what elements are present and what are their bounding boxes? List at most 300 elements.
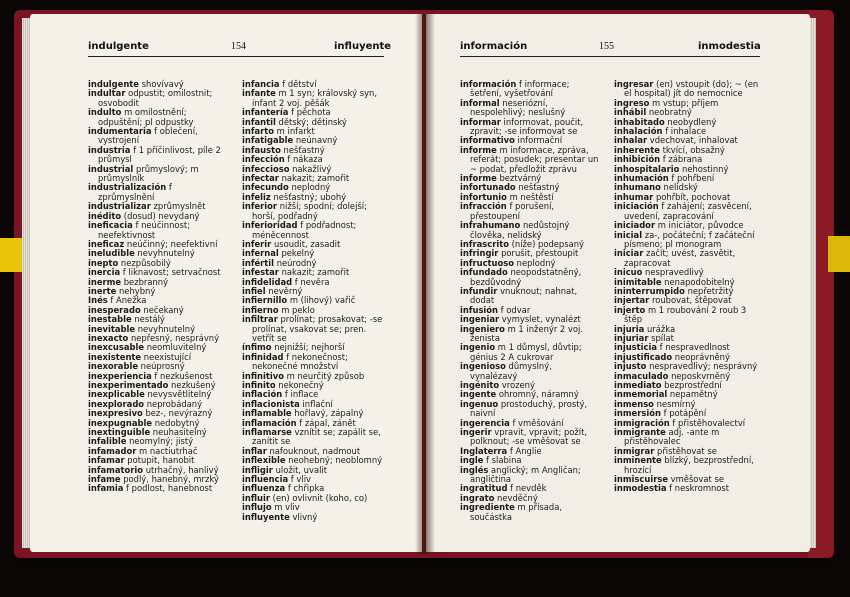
entry-headword: inhabitado bbox=[614, 116, 665, 127]
entry-translation: neplodný bbox=[514, 257, 556, 268]
right-page-number: 155 bbox=[599, 41, 614, 52]
left-guide-word-last: influyente bbox=[334, 41, 392, 52]
entry-translation: f podřadnost; méněcennost bbox=[252, 220, 357, 240]
entry-translation: inflační bbox=[299, 398, 333, 409]
entry-translation: (en) vstoupit (do); ~ (en el hospital) jít do nemocnice bbox=[624, 79, 759, 99]
entry-headword: ingratitud bbox=[460, 483, 508, 494]
entry-translation: nešťastný bbox=[515, 182, 560, 193]
entry-translation: nezpůsobilý bbox=[118, 257, 171, 268]
dictionary-entry bbox=[614, 456, 762, 475]
entry-headword: injuria bbox=[614, 323, 645, 334]
entry-headword: infantería bbox=[242, 107, 289, 118]
entry-headword: ineficacia bbox=[88, 220, 133, 231]
right-page bbox=[426, 14, 810, 552]
entry-translation: neoprávněný bbox=[672, 351, 730, 362]
entry-headword: informe bbox=[460, 144, 497, 155]
entry-translation: m (lihový) vařič bbox=[287, 295, 356, 306]
entry-headword: ingeniero bbox=[460, 323, 505, 334]
entry-translation: nepřesný, nesprávný bbox=[128, 332, 220, 343]
entry-headword: inflamable bbox=[242, 408, 292, 419]
entry-headword: influenza bbox=[242, 483, 286, 494]
entry-translation: nedůstojný člověka, nelidský bbox=[470, 220, 570, 240]
dictionary-entry bbox=[242, 315, 388, 343]
entry-translation: f Anglie bbox=[507, 445, 542, 456]
entry-headword: informe bbox=[460, 173, 497, 184]
entry-translation: bezprostřední bbox=[661, 380, 722, 390]
entry-headword: Inés bbox=[88, 295, 108, 306]
entry-headword: inmediato bbox=[614, 380, 662, 390]
entry-headword: inmaculado bbox=[614, 370, 669, 381]
dictionary-entry bbox=[88, 183, 228, 202]
entry-headword: infligir bbox=[242, 464, 273, 475]
entry-translation: potupit, hanobit bbox=[124, 455, 195, 466]
entry-translation: f odvar bbox=[498, 304, 531, 315]
entry-headword: ingenioso bbox=[460, 361, 506, 372]
entry-headword: informar bbox=[460, 116, 501, 127]
dictionary-entry bbox=[614, 202, 762, 221]
entry-headword: inflar bbox=[242, 445, 267, 456]
left-page-column-2 bbox=[242, 80, 388, 522]
entry-translation: nepamětný bbox=[667, 389, 718, 400]
dictionary-entry bbox=[88, 127, 228, 146]
entry-headword: infiernillo bbox=[242, 295, 288, 306]
entry-headword: inédito bbox=[88, 210, 122, 221]
entry-translation: f 1 příčinlivost, píle 2 průmysl bbox=[98, 144, 221, 165]
entry-headword: indultar bbox=[88, 88, 126, 99]
entry-headword: inexperimentado bbox=[88, 380, 169, 390]
entry-translation: porušit, přestoupit bbox=[498, 248, 579, 259]
entry-translation: beztvárný bbox=[496, 173, 542, 184]
entry-translation: f liknavost; setrvačnost bbox=[120, 267, 221, 278]
entry-headword: infame bbox=[88, 474, 121, 485]
entry-translation: pekelný bbox=[278, 248, 315, 259]
entry-headword: injusto bbox=[614, 361, 647, 372]
left-page bbox=[30, 14, 422, 552]
entry-translation: f dětství bbox=[279, 79, 317, 89]
dictionary-entry bbox=[460, 221, 600, 240]
dictionary-entry bbox=[614, 484, 762, 493]
dictionary-entry bbox=[614, 249, 762, 268]
entry-headword: infortunio bbox=[460, 191, 507, 202]
entry-headword: inesperado bbox=[88, 304, 141, 315]
entry-translation: m neurčitý způsob bbox=[283, 370, 365, 381]
entry-translation: nelidský bbox=[660, 182, 698, 193]
entry-translation: nevysvětlitelný bbox=[144, 389, 212, 400]
entry-translation: nevděčný bbox=[494, 492, 538, 503]
entry-translation: vymyslet, vynalézt bbox=[499, 314, 581, 325]
entry-translation: f porušení, přestoupení bbox=[470, 201, 555, 221]
dictionary-entry bbox=[460, 99, 600, 118]
right-guide-word-first: información bbox=[460, 41, 528, 52]
entry-headword: inexistente bbox=[88, 351, 142, 362]
entry-headword: industrializar bbox=[88, 201, 151, 212]
entry-headword: inerte bbox=[88, 285, 117, 296]
entry-headword: inepto bbox=[88, 257, 119, 268]
entry-headword: infernal bbox=[242, 248, 279, 259]
entry-translation: důmyslný, vynalézavý bbox=[470, 361, 552, 381]
entry-headword: inicial bbox=[614, 229, 643, 240]
entry-translation: zprůmyslnět bbox=[150, 201, 206, 212]
entry-headword: inhumano bbox=[614, 182, 661, 193]
entry-headword: inmigrante bbox=[614, 427, 666, 438]
entry-translation: f vměšování bbox=[509, 417, 564, 428]
entry-headword: ínfimo bbox=[242, 342, 272, 353]
entry-headword: inmemorial bbox=[614, 389, 668, 400]
entry-translation: spílat bbox=[648, 332, 674, 343]
entry-translation: m 1 syn; královský syn, infant 2 voj. pěšák bbox=[252, 88, 378, 108]
entry-headword: inexperiencia bbox=[88, 370, 152, 381]
entry-translation: uložit, uvalit bbox=[272, 464, 328, 475]
entry-headword: inexorable bbox=[88, 361, 138, 372]
entry-translation: m 1 důmysl, důvtip; génius 2 A cukrovar bbox=[470, 342, 582, 362]
entry-translation: dětský; dětinský bbox=[275, 116, 347, 127]
entry-translation: pohřbít, pochovat bbox=[653, 191, 731, 202]
entry-translation: nešťastný; ubohý bbox=[270, 191, 347, 202]
entry-translation: neprobádaný bbox=[144, 398, 203, 409]
entry-translation: vnuknout; nahnat, dodat bbox=[470, 285, 578, 306]
entry-translation: nehostinný bbox=[679, 163, 729, 174]
entry-headword: inhibición bbox=[614, 154, 661, 165]
entry-headword: infidelidad bbox=[242, 276, 293, 287]
entry-translation: f nevěra bbox=[292, 276, 330, 287]
entry-translation: vrozený bbox=[499, 380, 535, 390]
dictionary-entry bbox=[460, 287, 600, 306]
entry-translation: m vstup; příjem bbox=[649, 97, 719, 108]
entry-translation: nižší; spodní; dolejší; horší, podřadný bbox=[252, 201, 367, 221]
entry-translation: f chřipka bbox=[285, 483, 325, 494]
entry-headword: ingeniar bbox=[460, 314, 500, 325]
entry-translation: neseriózní, nespolehlivý; neslušný bbox=[470, 97, 566, 118]
entry-translation: f nezkušenost bbox=[151, 370, 213, 381]
entry-headword: infundir bbox=[460, 285, 498, 296]
entry-translation: adj. -ante m přistěhovalec bbox=[624, 427, 720, 447]
entry-translation: informovat, poučit, zpravit; -se informovat se bbox=[470, 116, 584, 137]
entry-translation: m neštěstí bbox=[506, 191, 554, 202]
entry-translation: f informace; šetření, vyšetřování bbox=[470, 79, 570, 99]
entry-headword: informativo bbox=[460, 135, 515, 146]
entry-headword: iniciador bbox=[614, 220, 656, 231]
entry-translation: urážka bbox=[644, 323, 676, 334]
entry-translation: nekonečný bbox=[275, 380, 324, 390]
entry-headword: influjo bbox=[242, 502, 272, 513]
entry-headword: infusión bbox=[460, 304, 499, 315]
entry-headword: inhalación bbox=[614, 126, 663, 137]
entry-headword: ingerir bbox=[460, 427, 492, 438]
entry-headword: inercia bbox=[88, 267, 121, 278]
dictionary-entry bbox=[88, 484, 228, 493]
entry-translation: m iniciátor, původce bbox=[655, 220, 744, 231]
entry-headword: inhumar bbox=[614, 191, 654, 202]
entry-translation: vpravit, vpravit; požít, polknout; -se vměšovat se bbox=[470, 427, 588, 447]
entry-translation: nespravedlivý bbox=[642, 267, 704, 278]
entry-translation: neplodný bbox=[288, 182, 331, 193]
entry-headword: infructuoso bbox=[460, 257, 514, 268]
entry-translation: nešťastný bbox=[280, 144, 325, 155]
entry-translation: neúrodný bbox=[274, 257, 317, 268]
entry-translation: f nevděk bbox=[507, 483, 547, 494]
entry-translation: m omilostnění; odpuštění; pl odpustky bbox=[98, 107, 194, 127]
entry-headword: infiel bbox=[242, 285, 266, 296]
dictionary-entry bbox=[242, 353, 388, 372]
entry-headword: injusticia bbox=[614, 342, 658, 353]
dictionary-entry bbox=[88, 165, 228, 184]
bookmark-ribbon-right bbox=[828, 236, 850, 272]
entry-translation: vznítit se; zapálit se, zanítit se bbox=[252, 427, 381, 447]
entry-headword: injuriar bbox=[614, 332, 649, 343]
entry-headword: infección bbox=[242, 154, 285, 165]
entry-headword: infatigable bbox=[242, 135, 294, 146]
entry-translation: f inflace bbox=[282, 389, 319, 400]
entry-headword: ingle bbox=[460, 455, 484, 466]
entry-headword: inhalar bbox=[614, 135, 648, 146]
entry-translation: (en) ovlivnit (koho, co) bbox=[270, 492, 368, 503]
entry-headword: inferior bbox=[242, 201, 278, 212]
dictionary-entry bbox=[88, 146, 228, 165]
entry-headword: infinidad bbox=[242, 351, 284, 362]
entry-translation: f podlost, hanebnost bbox=[123, 483, 213, 494]
header-rule bbox=[460, 56, 760, 57]
entry-translation: nesmírný bbox=[653, 398, 696, 409]
dictionary-entry bbox=[460, 80, 600, 99]
left-page-number: 154 bbox=[231, 41, 246, 52]
entry-headword: infundado bbox=[460, 267, 508, 278]
entry-translation: informační bbox=[514, 135, 563, 146]
dictionary-entry bbox=[460, 325, 600, 344]
entry-headword: inextinguible bbox=[88, 427, 151, 438]
entry-translation: odpustit; omilostnit; osvobodit bbox=[98, 88, 213, 108]
dictionary-entry bbox=[460, 466, 600, 485]
entry-headword: injerto bbox=[614, 304, 646, 315]
entry-headword: inexcusable bbox=[88, 342, 145, 353]
entry-headword: industrial bbox=[88, 163, 134, 174]
entry-translation: f potápění bbox=[660, 408, 707, 419]
entry-headword: inestable bbox=[88, 314, 132, 325]
entry-headword: ineludible bbox=[88, 248, 135, 259]
entry-translation: nestálý bbox=[131, 314, 165, 325]
entry-translation: f Anežka bbox=[107, 295, 147, 306]
entry-headword: infeccioso bbox=[242, 163, 290, 174]
entry-translation: m nactiutrhač bbox=[136, 445, 198, 456]
dictionary-entry bbox=[460, 202, 600, 221]
dictionary-entry bbox=[460, 503, 600, 522]
entry-translation: neomylný; jistý bbox=[126, 436, 194, 447]
entry-headword: infausto bbox=[242, 144, 281, 155]
entry-headword: inmigrar bbox=[614, 445, 655, 456]
entry-translation: roubovat, štěpovat bbox=[649, 295, 732, 306]
dictionary-entry bbox=[460, 362, 600, 381]
dictionary-entry bbox=[460, 118, 600, 137]
entry-translation: f nespravedlnost bbox=[657, 342, 730, 353]
entry-translation: neobydlený bbox=[664, 116, 717, 127]
entry-headword: infectar bbox=[242, 173, 279, 184]
entry-headword: infestar bbox=[242, 267, 279, 278]
dictionary-entry bbox=[460, 343, 600, 362]
entry-headword: ingresar bbox=[614, 79, 654, 89]
entry-translation: f pěchota bbox=[288, 107, 331, 118]
entry-headword: inflamarse bbox=[242, 427, 292, 438]
entry-translation: m infarkt bbox=[274, 126, 315, 137]
entry-translation: nevyhnutelný bbox=[134, 248, 195, 259]
entry-headword: infamatorio bbox=[88, 464, 144, 475]
entry-translation: neúnavný bbox=[293, 135, 338, 146]
entry-translation: podlý, hanebný, mrzký bbox=[120, 474, 219, 485]
entry-headword: infrahumano bbox=[460, 220, 521, 231]
entry-translation: f nákaza bbox=[284, 154, 323, 165]
entry-translation: f nekonečnost; nekonečné množství bbox=[252, 351, 348, 372]
book-spine-gutter bbox=[415, 14, 435, 554]
entry-translation: f inhalace bbox=[662, 126, 707, 137]
entry-translation: f neskromnost bbox=[666, 483, 730, 494]
dictionary-entry bbox=[88, 108, 228, 127]
entry-translation: tkvící, obsažný bbox=[659, 144, 725, 155]
entry-headword: infinitivo bbox=[242, 370, 284, 381]
entry-headword: inmigración bbox=[614, 417, 670, 428]
entry-headword: ingénito bbox=[460, 380, 500, 390]
entry-translation: f zahájení; zasvěcení, uvedení, zapracování bbox=[624, 201, 752, 221]
entry-headword: industria bbox=[88, 144, 131, 155]
dictionary-entry bbox=[460, 146, 600, 174]
dictionary-entry bbox=[242, 89, 388, 108]
entry-translation: vlivný bbox=[289, 511, 318, 522]
right-page-column-1 bbox=[460, 80, 600, 522]
entry-headword: injertar bbox=[614, 295, 650, 306]
entry-translation: f zápal, zánět bbox=[296, 417, 356, 428]
entry-translation: nenapodobitelný bbox=[661, 276, 735, 287]
entry-translation: nakazit; zamořit bbox=[278, 173, 350, 184]
entry-translation: f vliv bbox=[288, 474, 311, 485]
entry-headword: inimitable bbox=[614, 276, 662, 287]
entry-translation: nepřetržitý bbox=[684, 285, 734, 296]
entry-headword: ingenio bbox=[460, 342, 496, 353]
entry-translation: bezbranný bbox=[121, 276, 169, 287]
entry-headword: infringir bbox=[460, 248, 499, 259]
entry-headword: infiltrar bbox=[242, 314, 278, 325]
entry-translation: neúprosný bbox=[138, 361, 185, 372]
entry-translation: m informace, zpráva, referát; posudek; presentar un ~ podat, předložit zprávu bbox=[470, 144, 599, 174]
right-guide-word-last: inmodestia bbox=[698, 41, 761, 52]
entry-translation: f pohřbení bbox=[668, 173, 715, 184]
entry-translation: bez-, nevýrazný bbox=[142, 408, 213, 419]
entry-translation: anglický; m Angličan; angličtina bbox=[470, 464, 581, 485]
entry-translation: m přísada, součástka bbox=[470, 502, 563, 522]
entry-headword: influencia bbox=[242, 474, 289, 485]
entry-translation: neuhasitelný bbox=[150, 427, 207, 438]
entry-headword: inflación bbox=[242, 389, 283, 400]
entry-translation: za-, počáteční; f začáteční písmeno; pl monogram bbox=[624, 229, 755, 249]
entry-translation: m peklo bbox=[278, 304, 315, 315]
entry-headword: inexpresivo bbox=[88, 408, 143, 419]
entry-translation: hořlavý, zápalný bbox=[291, 408, 364, 419]
entry-translation: nehybný bbox=[116, 285, 156, 296]
entry-headword: infarto bbox=[242, 126, 275, 137]
entry-translation: neúčinný; neefektivní bbox=[124, 238, 218, 249]
dictionary-entry bbox=[242, 513, 388, 522]
entry-headword: influir bbox=[242, 492, 271, 503]
entry-translation: (dosud) nevydaný bbox=[121, 210, 200, 221]
entry-translation: ohromný, náramný bbox=[496, 389, 579, 400]
dictionary-entry bbox=[460, 400, 600, 419]
entry-headword: indumentaria bbox=[88, 126, 152, 137]
entry-headword: ingreso bbox=[614, 97, 650, 108]
entry-translation: f neúčinnost; neefektivnost bbox=[98, 220, 191, 240]
entry-headword: inmodestia bbox=[614, 483, 667, 494]
left-guide-word-first: indulgente bbox=[88, 41, 149, 52]
entry-translation: f zábrana bbox=[660, 154, 703, 165]
entry-translation: f zprůmyslnění bbox=[98, 182, 172, 202]
entry-headword: iniciar bbox=[614, 248, 644, 259]
entry-headword: información bbox=[460, 79, 517, 89]
entry-headword: ingerencia bbox=[460, 417, 510, 428]
entry-translation: nezkušený bbox=[168, 380, 216, 390]
entry-headword: inhospitalario bbox=[614, 163, 680, 174]
entry-translation: nedobytný bbox=[152, 417, 200, 428]
right-page-column-2 bbox=[614, 80, 762, 494]
dictionary-entry bbox=[242, 202, 388, 221]
entry-headword: ininterrumpido bbox=[614, 285, 685, 296]
entry-translation: m 1 inženýr 2 voj. ženista bbox=[470, 323, 583, 343]
entry-headword: inexplorado bbox=[88, 398, 145, 409]
entry-translation: shovívavý bbox=[138, 79, 184, 89]
dictionary-entry bbox=[88, 89, 228, 108]
dictionary-entry bbox=[614, 231, 762, 250]
entry-translation: začít; uvést, zasvětit, zapracovat bbox=[624, 248, 736, 268]
entry-translation: prolínat; prosakovat; -se prolínat, vsakovat se; pren. vetřít se bbox=[252, 314, 383, 343]
entry-headword: inexacto bbox=[88, 332, 129, 343]
entry-translation: neexistující bbox=[141, 351, 192, 362]
entry-headword: inflacionista bbox=[242, 398, 300, 409]
entry-headword: inmenso bbox=[614, 398, 654, 409]
entry-translation: neomluvitelný bbox=[144, 342, 207, 353]
entry-headword: infante bbox=[242, 88, 276, 99]
entry-headword: ingente bbox=[460, 389, 497, 400]
entry-headword: infalible bbox=[88, 436, 127, 447]
entry-headword: injustificado bbox=[614, 351, 673, 362]
entry-translation: blízký, bezprostřední, hrozící bbox=[624, 455, 754, 475]
entry-translation: m 1 roubování 2 roub 3 štěp bbox=[624, 304, 747, 325]
entry-headword: inferir bbox=[242, 238, 272, 249]
dictionary-entry bbox=[242, 221, 388, 240]
entry-headword: inerme bbox=[88, 276, 122, 287]
entry-headword: inherente bbox=[614, 144, 660, 155]
entry-headword: inmersión bbox=[614, 408, 661, 419]
entry-translation: usoudit, zasadit bbox=[271, 238, 341, 249]
entry-headword: infracción bbox=[460, 201, 507, 212]
entry-headword: ingrediente bbox=[460, 502, 515, 513]
entry-headword: infrascrito bbox=[460, 238, 509, 249]
entry-translation: nevyhnutelný bbox=[135, 323, 196, 334]
entry-translation: průmyslový; m průmyslník bbox=[98, 163, 199, 184]
entry-headword: ingrato bbox=[460, 492, 495, 503]
entry-translation: neohebný; neoblomný bbox=[285, 455, 383, 466]
entry-headword: inferioridad bbox=[242, 220, 298, 231]
entry-translation: vdechovat, inhalovat bbox=[647, 135, 738, 146]
entry-headword: infierno bbox=[242, 304, 279, 315]
entry-headword: infancia bbox=[242, 79, 280, 89]
entry-headword: infamar bbox=[88, 455, 125, 466]
entry-headword: inevitable bbox=[88, 323, 136, 334]
entry-translation: f přistěhovalectví bbox=[669, 417, 746, 428]
entry-headword: iniciación bbox=[614, 201, 659, 212]
entry-translation: neposkvrněný bbox=[668, 370, 731, 381]
entry-headword: infamia bbox=[88, 483, 124, 494]
dictionary-entry bbox=[460, 428, 600, 447]
entry-headword: infamador bbox=[88, 445, 137, 456]
entry-headword: inflexible bbox=[242, 455, 286, 466]
entry-headword: inhumación bbox=[614, 173, 669, 184]
entry-headword: inicuo bbox=[614, 267, 643, 278]
entry-headword: influyente bbox=[242, 511, 290, 522]
entry-headword: inminente bbox=[614, 455, 662, 466]
